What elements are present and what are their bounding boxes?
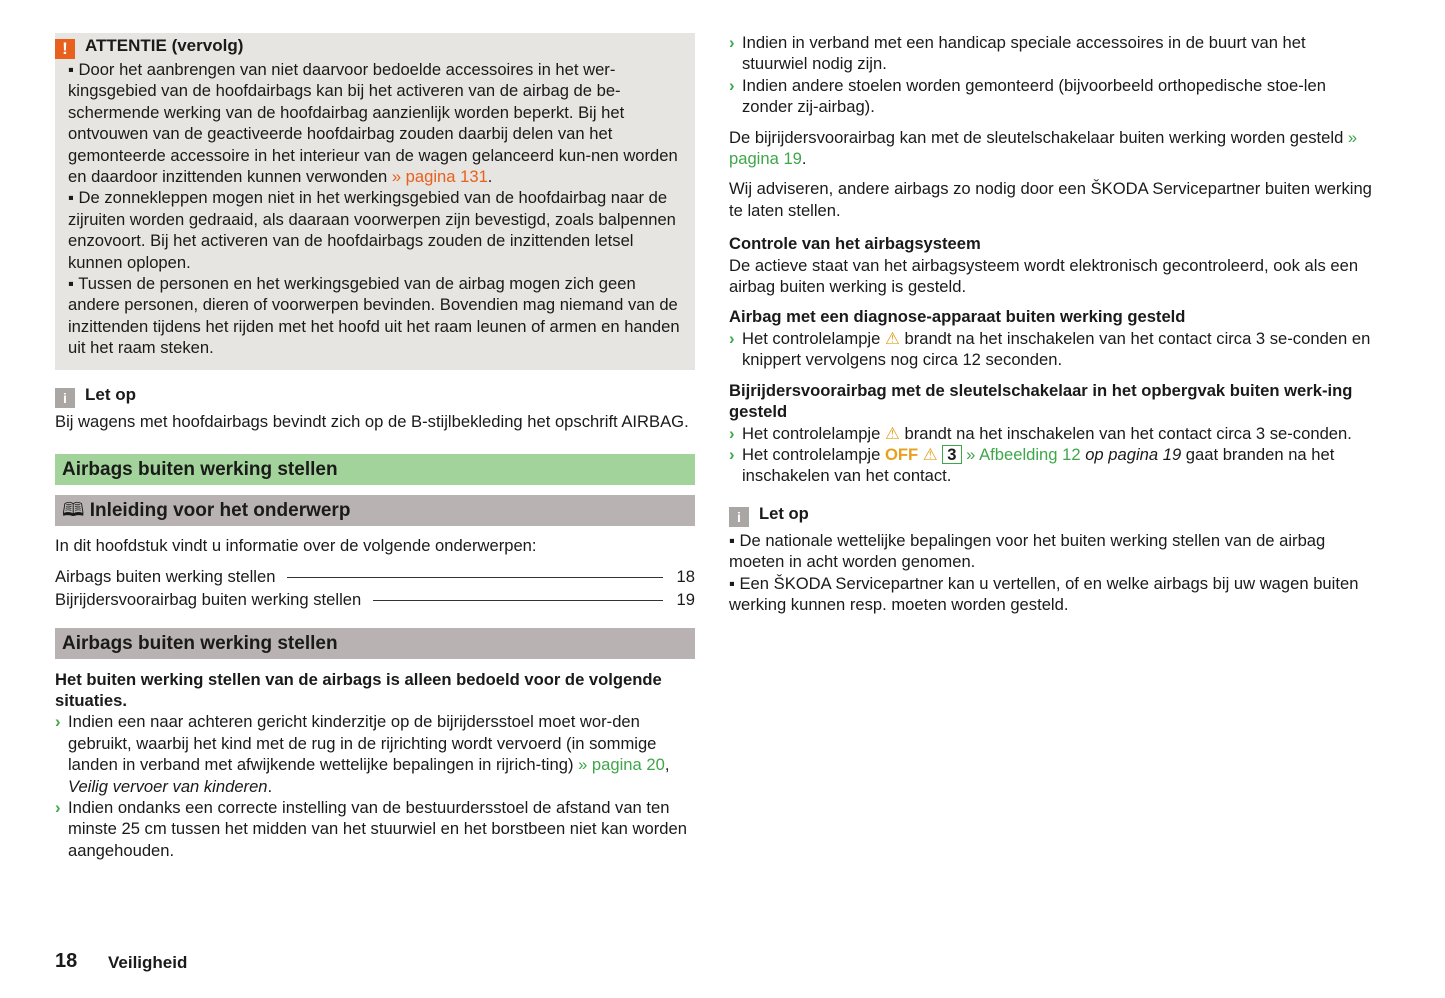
passenger-airbag-off-icon: ⚠ [922,444,938,464]
subheading: Airbag met een diagnose-apparaat buiten werking gesteld [729,307,1186,327]
toc-item[interactable]: Bijrijdersvoorairbag buiten werking stellen 19 [55,590,695,610]
note-title: i Let op [729,503,1374,527]
list-item: › Indien een naar achteren gericht kinderzitje op de bijrijdersstoel moet wor-den gebruikt, waarbij het kind met de rug in de rijrichting wordt vervoerd (in sommige landen in verband met afwijkende wettelijke bepalingen in rijrich-ting) » pagina 20, Veilig vervoer van kinderen. [55,712,670,796]
chevron-icon: › [729,75,735,95]
intro-header: 🕮 Inleiding voor het onderwerp [55,495,695,526]
paragraph: Wij adviseren, andere airbags zo nodig door een ŠKODA Servicepartner buiten werking te laten stellen. [729,179,1372,220]
subheading: Bijrijdersvoorairbag met de sleutelschakelaar in het opbergvak buiten werk-ing gesteld [729,380,1353,422]
book-icon: 🕮 [62,500,85,522]
list-item: › Indien ondanks een correcte instelling van de bestuurdersstoel de afstand van ten minste 25 cm tussen het midden van het stuurwiel en het borstbeen niet kan worden aangehouden. [55,798,687,860]
toc-item[interactable]: Airbags buiten werking stellen 18 [55,566,695,586]
warning-paragraph: ▪ Door het aanbrengen van niet daarvoor bedoelde accessoires in het wer-kingsgebied van de hoofdairbags kan bij het activeren van de airbag de be-schermende werking van de hoofdairbag aanzienlijk worden beperkt. Bij het ontvouwen van de geactiveerde hoofdairbag zouden daarbij delen van het gemonteerde accessoire in het interieur van de wagen gelanceerd kun-nen worden en daardoor inzittenden kunnen verwonden » pagina 131. [68,60,678,187]
chevron-icon: › [729,328,735,348]
warning-paragraph: ▪ Tussen de personen en het werkingsgebied van de airbag mogen zich geen andere personen, dieren of voorwerpen bevinden. Bovendien mag niemand van de inzittenden tijdens het rijden met het hoofd uit het raam leunen of armen en handen uit het raam steken. [68,274,680,358]
list-item: › Het controlelampje OFF ⚠ 3 » Afbeelding 12 op pagina 19 gaat branden na het inschakelen van het contact. [729,444,1335,486]
info-icon: i [55,388,75,408]
warning-icon: ! [55,39,75,59]
airbag-warning-icon: ⚠ [884,423,900,443]
section-header: Airbags buiten werking stellen [55,454,695,485]
page-link[interactable]: » pagina 131 [391,167,488,187]
note-box: i Let op Bij wagens met hoofdairbags bevindt zich op de B-stijlbekleding het opschrift AIRBAG. [55,385,689,431]
figure-link[interactable]: » Afbeelding 12 [966,444,1081,464]
page-number: 18 [55,950,78,972]
left-column [55,33,695,861]
footer-section: Veiligheid [108,953,188,972]
page-link[interactable]: » pagina 19 [729,127,1358,169]
paragraph: De bijrijdersvoorairbag kan met de sleutelschakelaar buiten werking worden gesteld » pagina 19. [729,127,1358,169]
warning-title: ! ATTENTIE (vervolg) [55,35,682,59]
page-link[interactable]: » pagina 20 [578,755,665,775]
chevron-icon: › [55,798,61,818]
subheading: Controle van het airbagsysteem [729,234,981,254]
paragraph: De actieve staat van het airbagsysteem wordt elektronisch gecontroleerd, ook als een airbag buiten werking is gesteld. [729,255,1359,297]
warning-box [55,33,695,370]
airbag-off-label: OFF [884,444,919,464]
note-paragraph: ▪ De nationale wettelijke bepalingen voor het buiten werking stellen van de airbag moeten in acht worden genomen. [729,530,1326,572]
chevron-icon: › [729,423,735,443]
figure-callout: 3 [942,445,961,464]
chevron-icon: › [729,33,735,52]
chevron-icon: › [729,444,735,464]
right-column [729,32,1374,615]
chevron-icon: › [55,712,61,732]
list-item: › Indien in verband met een handicap speciale accessoires in de buurt van het stuurwiel nodig zijn. [729,33,1306,74]
lead-text: Het buiten werking stellen van de airbags is alleen bedoeld voor de volgende situaties. [55,669,662,711]
airbag-warning-icon: ⚠ [884,328,900,348]
list-item: › Indien andere stoelen worden gemonteerd (bijvoorbeeld orthopedische stoe-len zonder zij-airbag). [729,75,1326,117]
list-item: › Het controlelampje ⚠ brandt na het inschakelen van het contact circa 3 se-conden. [729,423,1352,443]
intro-text: In dit hoofdstuk vindt u informatie over de volgende onderwerpen: [55,536,537,556]
list-item: › Het controlelampje ⚠ brandt na het inschakelen van het contact circa 3 se-conden en knippert vervolgens nog circa 12 seconden. [729,328,1371,370]
info-icon: i [729,507,749,527]
note-paragraph: ▪ Een ŠKODA Servicepartner kan u vertellen, of en welke airbags bij uw wagen buiten werking kunnen resp. moeten worden gesteld. [729,573,1359,614]
section-header: Airbags buiten werking stellen [55,628,695,659]
warning-paragraph: ▪ De zonnekleppen mogen niet in het werkingsgebied van de hoofdairbag naar de zijruiten worden gedraaid, als daaraan voorwerpen zijn bevestigd, zoals balpennen enzovoort. Bij het activeren van de hoofdairbags zouden de inzittenden letsel kunnen oplopen. [68,188,676,272]
